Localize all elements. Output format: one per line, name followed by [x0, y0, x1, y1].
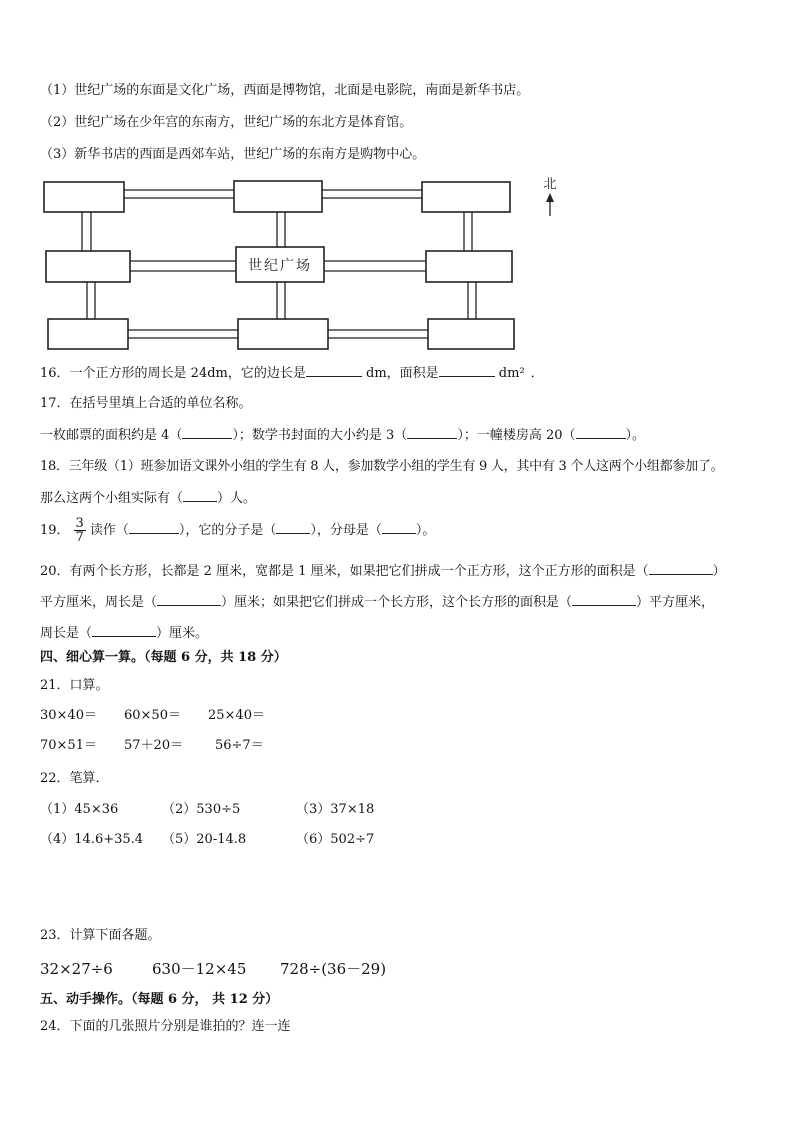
written-calc-row-2	[40, 831, 540, 849]
fraction-3-7: $\frac{3}{7}$	[75, 516, 84, 545]
condition-3: （3）新华书店的西面是西郊车站，世纪广场的东南方是购物中心。	[40, 147, 426, 162]
oral-calc-row-2	[40, 737, 440, 755]
answer-blank[interactable]	[572, 593, 636, 606]
question-21-title: 21．口算。	[40, 678, 109, 693]
map-box-e	[426, 251, 512, 282]
map-box-s	[238, 319, 328, 349]
oral-calc-item: 70×51＝	[40, 738, 97, 753]
calc-expression: 630－12×45	[152, 960, 247, 978]
answer-blank[interactable]	[276, 521, 310, 534]
answer-blank[interactable]	[576, 426, 626, 439]
written-calc-item: （6）502÷7	[296, 832, 375, 847]
answer-blank[interactable]	[407, 426, 457, 439]
calc-expression: 32×27÷6	[40, 960, 113, 978]
north-label: 北	[543, 177, 557, 192]
map-center-label: 世纪广场	[248, 258, 312, 274]
answer-blank[interactable]	[157, 593, 221, 606]
answer-blank[interactable]	[439, 364, 495, 377]
written-calc-item: （5）20-14.8	[162, 832, 247, 847]
question-16: 16．一个正方形的周长是 24dm，它的边长是 dm，面积是 dm² ．	[40, 366, 544, 381]
answer-blank[interactable]	[382, 521, 416, 534]
question-18-line-1: 18．三年级（1）班参加语文课外小组的学生有 8 人，参加数学小组的学生有 9 人，其中有 3 个人这两个小组都参加了。	[40, 459, 724, 474]
map-box-sw	[48, 319, 128, 349]
written-calc-row-1	[40, 801, 540, 819]
question-20-line-2: 平方厘米，周长是（ ）厘米；如果把它们拼成一个长方形，这个长方形的面积是（ ）平方厘米，	[40, 595, 715, 610]
map-box-w	[46, 251, 130, 282]
question-17: 一枚邮票的面积约是 4（ ）；数学书封面的大小约是 3（ ）；一幢楼房高 20（ ）。	[40, 428, 646, 443]
written-calc-item: （3）37×18	[296, 802, 375, 817]
answer-blank[interactable]	[306, 364, 362, 377]
oral-calc-item: 60×50＝	[124, 708, 181, 723]
calc-expression: 728÷(36－29)	[280, 960, 387, 978]
map-diagram	[38, 176, 568, 354]
oral-calc-item: 25×40＝	[208, 708, 265, 723]
map-box-nw	[44, 182, 124, 212]
map-box-n	[234, 181, 322, 212]
answer-blank[interactable]	[649, 562, 713, 575]
question-17-title: 17．在括号里填上合适的单位名称。	[40, 396, 252, 411]
oral-calc-item: 56÷7＝	[215, 738, 264, 753]
answer-blank[interactable]	[182, 426, 232, 439]
map-box-ne	[422, 182, 510, 212]
answer-blank[interactable]	[183, 489, 217, 502]
question-23-title: 23．计算下面各题。	[40, 928, 161, 943]
section-4-heading: 四、细心算一算。（每题 6 分，共 18 分）	[40, 650, 287, 665]
written-calc-item: （1）45×36	[40, 802, 119, 817]
map-box-se	[428, 319, 514, 349]
condition-1: （1）世纪广场的东面是文化广场，西面是博物馆，北面是电影院，南面是新华书店。	[40, 83, 530, 98]
oral-calc-row-1	[40, 707, 440, 725]
written-calc-item: （2）530÷5	[162, 802, 241, 817]
question-24: 24．下面的几张照片分别是谁拍的？连一连	[40, 1019, 291, 1034]
arrow-up-icon	[546, 193, 554, 216]
question-18-line-2: 那么这两个小组实际有（ ）人。	[40, 491, 257, 506]
question-20-line-3: 周长是（ ）厘米。	[40, 626, 209, 641]
answer-blank[interactable]	[129, 521, 179, 534]
answer-blank[interactable]	[92, 624, 156, 637]
question-20-line-1: 20．有两个长方形，长都是 2 厘米，宽都是 1 厘米，如果把它们拼成一个正方形，这个正方形的面积是（ ）	[40, 564, 726, 579]
written-calc-item: （4）14.6+35.4	[40, 832, 144, 847]
condition-2: （2）世纪广场在少年宫的东南方，世纪广场的东北方是体育馆。	[40, 115, 413, 130]
section-5-heading: 五、动手操作。（每题 6 分， 共 12 分）	[40, 992, 279, 1007]
calc-expressions-row	[40, 960, 540, 980]
question-19: 19． $\frac{3}{7}$ 读作（ ），它的分子是（ ），分母是（ ）。	[40, 516, 436, 545]
oral-calc-item: 30×40＝	[40, 708, 97, 723]
question-22-title: 22．笔算．	[40, 771, 109, 786]
oral-calc-item: 57＋20＝	[124, 738, 184, 753]
